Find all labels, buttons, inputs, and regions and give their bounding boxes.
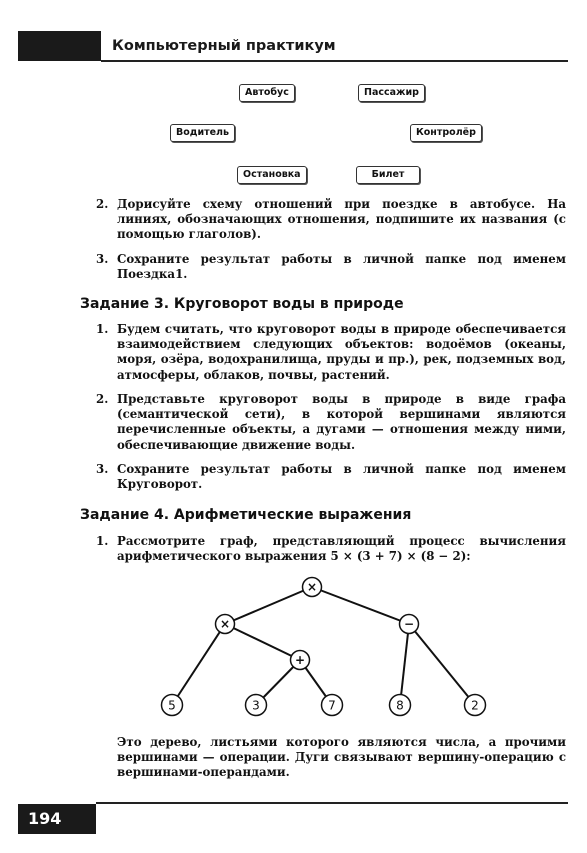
tree-node-minus: − — [403, 617, 415, 631]
list-item-number: 3. — [96, 252, 109, 266]
tree-edge — [312, 587, 409, 624]
tree-edge — [400, 624, 409, 705]
tree-leaf-2: 2 — [471, 698, 479, 713]
list-item-number: 1. — [96, 534, 109, 548]
list-item-text: Сохраните результат работы в личной папке под именем Поездка1. — [117, 252, 566, 282]
tree-node-times-left: × — [219, 617, 231, 631]
scheme-node-ticket: Билет — [356, 166, 420, 184]
tree-description-paragraph: Это дерево, листьями которого являются числа, а прочими вершинами — операции. Дуги связывают вершину-операцию с вершинами-операндами. — [117, 735, 566, 780]
list-item-number: 2. — [96, 392, 109, 406]
list-item-text: Представьте круговорот воды в природе в виде графа (семантической сети), в которой вершинами являются перечисленные объекты, а дугами — отношения между ними, обеспечивающие движение воды. — [117, 392, 566, 452]
tree-leaf-5: 5 — [168, 698, 176, 713]
list-item — [96, 534, 566, 564]
scheme-node-inspector: Контролёр — [410, 124, 482, 142]
scheme-node-passenger: Пассажир — [358, 84, 425, 102]
tree-edge — [225, 624, 300, 660]
list-item — [96, 252, 566, 282]
tree-leaf-8: 8 — [396, 698, 404, 713]
tree-edge — [409, 624, 475, 705]
footer-rule — [96, 802, 568, 804]
scheme-node-bus: Автобус — [239, 84, 295, 102]
task3-heading: Задание 3. Круговорот воды в природе — [80, 296, 404, 312]
task4-heading: Задание 4. Арифметические выражения — [80, 507, 412, 523]
list-item — [96, 197, 566, 243]
list-item-number: 2. — [96, 197, 109, 211]
page-number: 194 — [28, 809, 62, 828]
list-item-text: Сохраните результат работы в личной папке под именем Круговорот. — [117, 462, 566, 492]
list-item — [96, 322, 566, 383]
expression-tree — [150, 575, 500, 723]
scheme-node-stop: Остановка — [237, 166, 307, 184]
header-block — [18, 31, 101, 61]
tree-leaf-3: 3 — [252, 698, 260, 713]
tree-node-plus: + — [294, 653, 306, 667]
running-header-title: Компьютерный практикум — [112, 38, 336, 54]
list-item-text: Дорисуйте схему отношений при поездке в автобусе. На линиях, обозначающих отношения, подпишите их названия (с помощью глаголов). — [117, 197, 566, 242]
list-item-number: 3. — [96, 462, 109, 476]
list-item-number: 1. — [96, 322, 109, 336]
list-item-text: Рассмотрите граф, представляющий процесс вычисления арифметического выражения 5 × (3 + 7) × (8 − 2): — [117, 534, 566, 564]
tree-edge — [225, 587, 312, 624]
tree-edge — [172, 624, 225, 705]
list-item — [96, 392, 566, 453]
scheme-node-driver: Водитель — [170, 124, 235, 142]
tree-leaf-7: 7 — [328, 698, 336, 713]
tree-node-times-root: × — [306, 580, 318, 594]
list-item — [96, 462, 566, 492]
header-rule — [101, 60, 568, 62]
list-item-text: Будем считать, что круговорот воды в природе обеспечивается взаимодействием следующих объектов: водоёмов (океаны, моря, озёра, водохранилища, пруды и пр.), рек, подземных вод, атмосферы, облаков, почвы, растений. — [117, 322, 566, 382]
